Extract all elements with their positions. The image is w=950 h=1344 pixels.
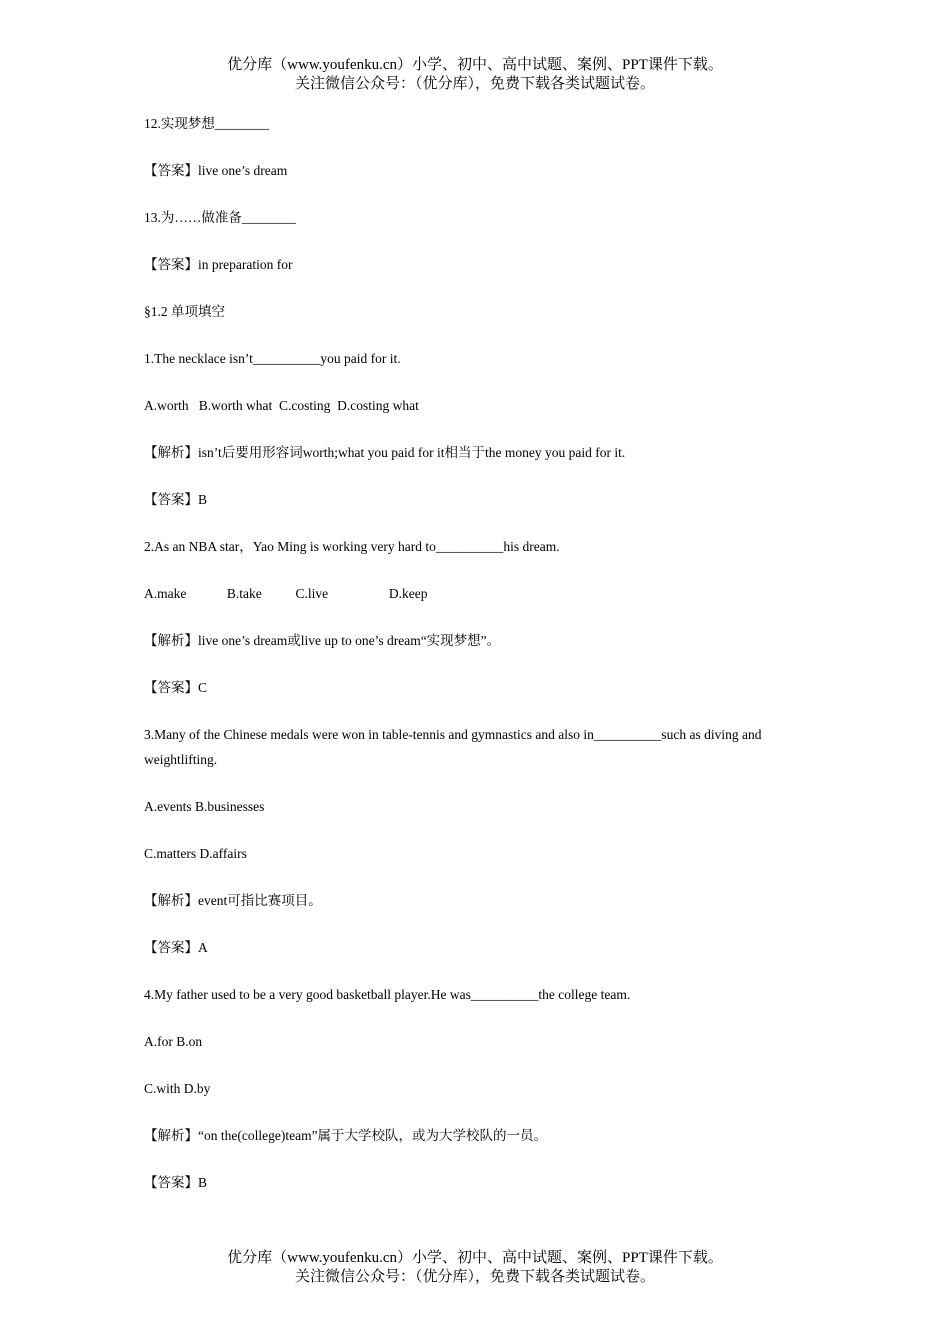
question-12: 12.实现梦想________ bbox=[144, 116, 269, 131]
mc-analysis-4: 【解析】“on the(college)team”属于大学校队，或为大学校队的一员。 bbox=[144, 1128, 548, 1143]
mc-options-1: A.worth B.worth what C.costing D.costing what bbox=[144, 398, 419, 413]
mc-question-4: 4.My father used to be a very good basketball player.He was__________the college team. bbox=[144, 987, 631, 1002]
mc-options-4a: A.for B.on bbox=[144, 1034, 203, 1049]
document-body bbox=[144, 111, 814, 1217]
mc-options-3a: A.events B.businesses bbox=[144, 799, 265, 814]
mc-question-2: 2.As an NBA star，Yao Ming is working very hard to__________his dream. bbox=[144, 539, 560, 554]
mc-answer-1: 【答案】B bbox=[144, 492, 208, 507]
mc-analysis-1: 【解析】isn’t后要用形容词worth;what you paid for it相当于the money you paid for it. bbox=[144, 445, 626, 460]
mc-question-1: 1.The necklace isn’t__________you paid for it. bbox=[144, 351, 401, 366]
mc-analysis-2: 【解析】live one’s dream或live up to one’s dream“实现梦想”。 bbox=[144, 633, 501, 648]
mc-answer-4: 【答案】B bbox=[144, 1175, 208, 1190]
mc-answer-2: 【答案】C bbox=[144, 680, 208, 695]
footer-line-1: 优分库（www.youfenku.cn）小学、初中、高中试题、案例、PPT课件下载。 bbox=[227, 1250, 723, 1266]
mc-analysis-3: 【解析】event可指比赛项目。 bbox=[144, 893, 322, 908]
header-line-1: 优分库（www.youfenku.cn）小学、初中、高中试题、案例、PPT课件下载。 bbox=[227, 57, 723, 73]
mc-options-3b: C.matters D.affairs bbox=[144, 846, 247, 861]
footer-line-2: 关注微信公众号：（优分库），免费下载各类试题试卷。 bbox=[294, 1269, 655, 1285]
answer-13: 【答案】in preparation for bbox=[144, 257, 293, 272]
header-line-2: 关注微信公众号：（优分库），免费下载各类试题试卷。 bbox=[294, 76, 655, 92]
mc-answer-3: 【答案】A bbox=[144, 940, 208, 955]
mc-options-2: A.make B.take C.live D.keep bbox=[144, 586, 428, 601]
answer-12: 【答案】live one’s dream bbox=[144, 163, 288, 178]
page-footer bbox=[0, 1249, 950, 1287]
page-header bbox=[0, 56, 950, 94]
question-13: 13.为……做准备________ bbox=[144, 210, 296, 225]
mc-options-4b: C.with D.by bbox=[144, 1081, 211, 1096]
mc-question-3: 3.Many of the Chinese medals were won in table-tennis and gymnastics and also in__________such as diving and weightlifting. bbox=[144, 727, 765, 767]
section-heading: §1.2 单项填空 bbox=[144, 304, 225, 319]
